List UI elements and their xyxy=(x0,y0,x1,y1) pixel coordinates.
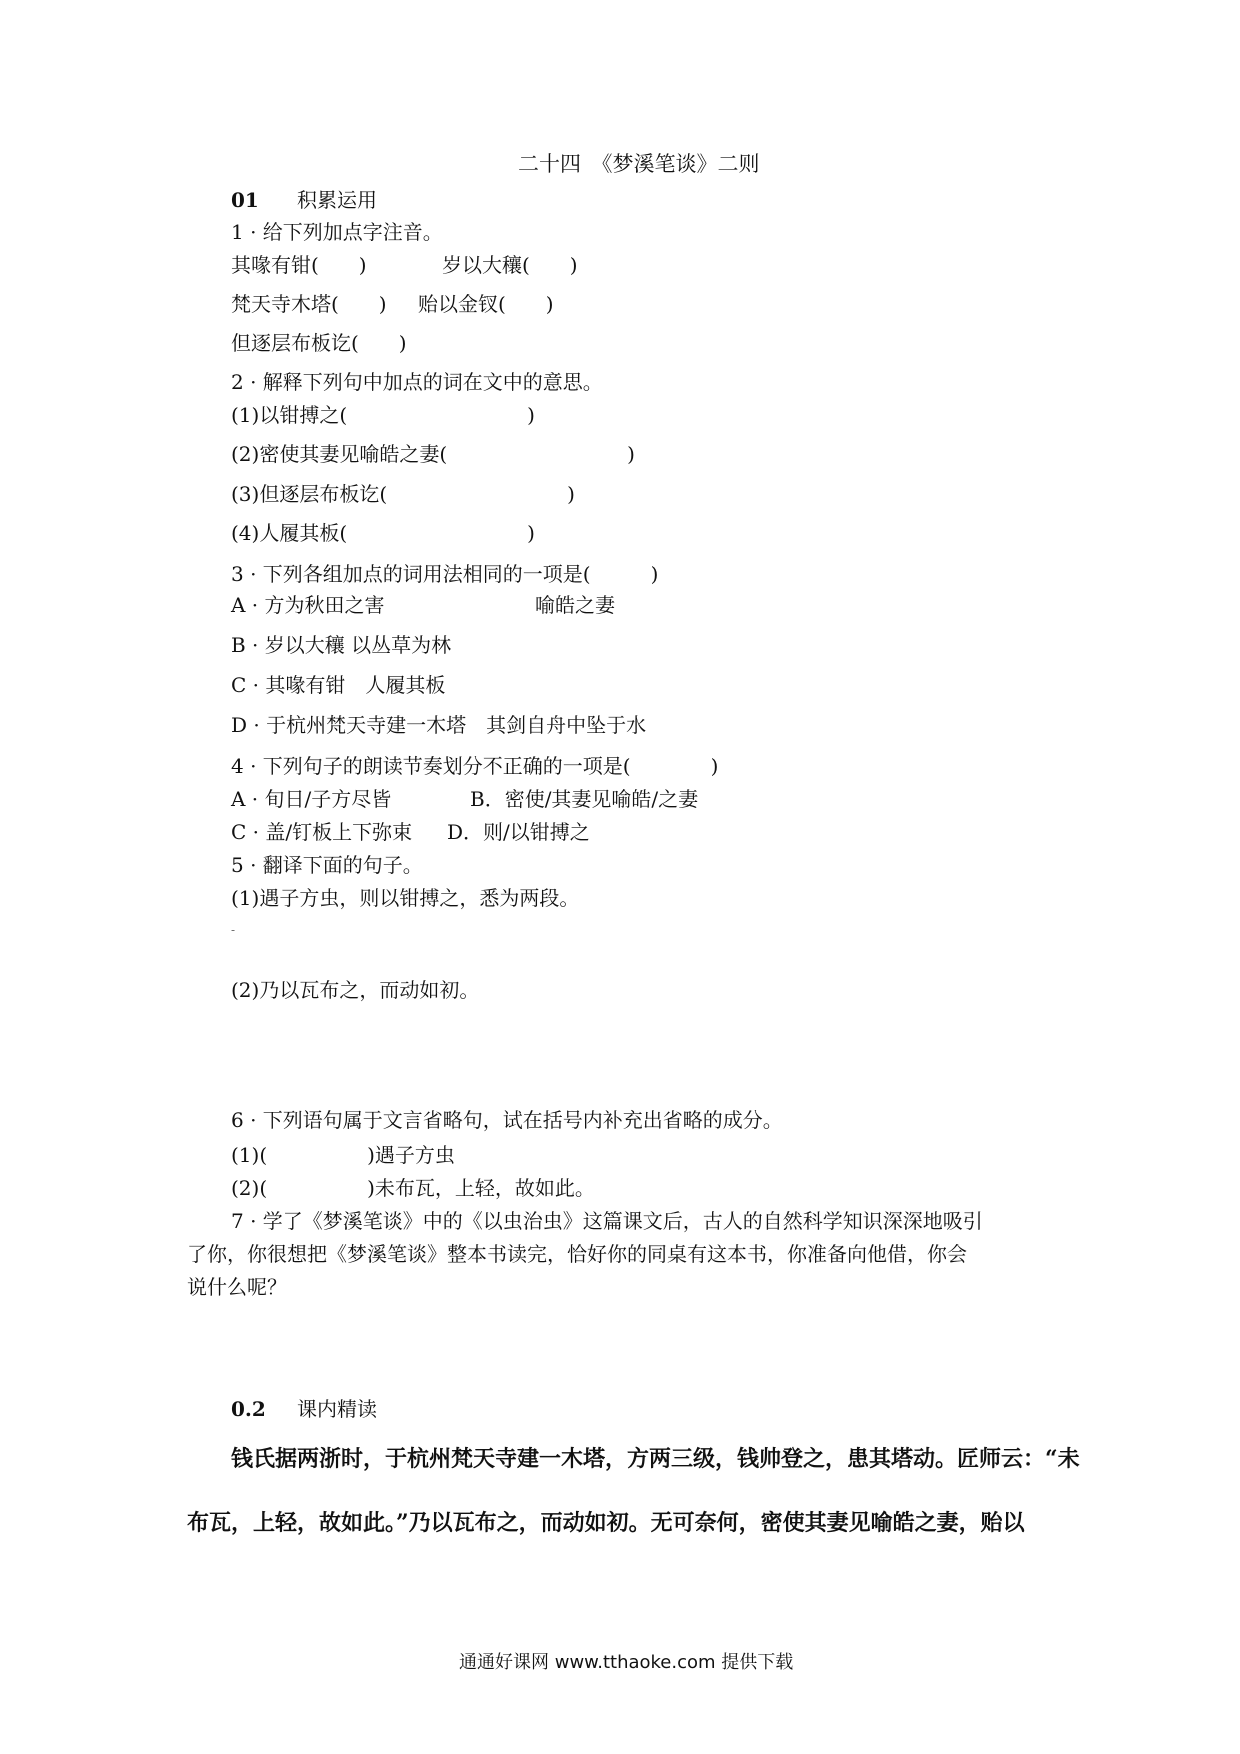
q1-prompt: 1 · 给下列加点字注音。 xyxy=(231,220,443,244)
q2-prompt: 2 · 解释下列句中加点的词在文中的意思。 xyxy=(231,370,603,394)
q4-option-d: D．则/以钳搏之 xyxy=(447,820,590,844)
q5-prompt: 5 · 翻译下面的句子。 xyxy=(231,853,423,877)
q2-item-1: (1)以钳搏之( ) xyxy=(231,403,535,427)
section1-label: 积累运用 xyxy=(297,188,377,212)
q7-line-2: 了你，你很想把《梦溪笔谈》整本书读完，恰好你的同桌有这本书，你准备向他借，你会 xyxy=(187,1242,967,1266)
q6-sentence-1: (1)( )遇子方虫 xyxy=(231,1143,455,1167)
q3-prompt: 3 · 下列各组加点的词用法相同的一项是( ) xyxy=(231,562,659,586)
section2-label: 课内精读 xyxy=(297,1397,377,1421)
q3-option-a: A · 方为秋田之害 xyxy=(231,593,385,617)
q1-item-5: 但逐层布板讫( ) xyxy=(231,331,407,355)
q4-option-c: C · 盖/钉板上下弥束 xyxy=(231,820,413,844)
section1-number: 01 xyxy=(231,188,259,212)
q2-item-4: (4)人履其板( ) xyxy=(231,521,535,545)
q1-item-4: 贻以金钗( ) xyxy=(418,292,554,316)
section2-number: 0.2 xyxy=(231,1397,266,1421)
q6-sentence-2: (2)( )未布瓦，上轻，故如此。 xyxy=(231,1176,595,1200)
q3-option-b: B · 岁以大穰 以丛草为林 xyxy=(231,633,452,657)
page-title: 二十四 《梦溪笔谈》二则 xyxy=(518,152,760,176)
passage-line-2: 布瓦，上轻，故如此。”乃以瓦布之，而动如初。无可奈何，密使其妻见喻皓之妻，贻以 xyxy=(187,1510,1025,1536)
q3-option-c: C · 其喙有钳 人履其板 xyxy=(231,673,446,697)
q7-line-3: 说什么呢？ xyxy=(187,1275,287,1299)
q2-item-2: (2)密使其妻见喻皓之妻( ) xyxy=(231,442,635,466)
q2-item-3: (3)但逐层布板讫( ) xyxy=(231,482,575,506)
q4-option-a: A · 旬日/子方尽皆 xyxy=(231,787,392,811)
q1-item-3: 梵天寺木塔( ) xyxy=(231,292,387,316)
q4-option-b: B．密使/其妻见喻皓/之妻 xyxy=(470,787,699,811)
q4-prompt: 4 · 下列句子的朗读节奏划分不正确的一项是( ) xyxy=(231,754,719,778)
q5-sentence-1: (1)遇子方虫，则以钳搏之，悉为两段。 xyxy=(231,886,580,910)
q5-sentence-2: (2)乃以瓦布之，而动如初。 xyxy=(231,978,480,1002)
passage-line-1: 钱氏据两浙时，于杭州梵天寺建一木塔，方两三级，钱帅登之，患其塔动。匠师云：“未 xyxy=(231,1446,1080,1472)
q1-item-1: 其喙有钳( ) xyxy=(231,253,367,277)
footer-text: 通通好课网 www.tthaoke.com 提供下载 xyxy=(459,1652,794,1673)
q7-line-1: 7 · 学了《梦溪笔谈》中的《以虫治虫》这篇课文后，古人的自然科学知识深深地吸引 xyxy=(231,1209,983,1233)
q3-option-d: D · 于杭州梵天寺建一木塔 其剑自舟中坠于水 xyxy=(231,713,647,737)
q3-option-a-pair: 喻皓之妻 xyxy=(535,593,615,617)
q6-prompt: 6 · 下列语句属于文言省略句，试在括号内补充出省略的成分。 xyxy=(231,1108,783,1132)
q1-item-2: 岁以大穰( ) xyxy=(442,253,578,277)
stray-mark: - xyxy=(231,923,236,937)
